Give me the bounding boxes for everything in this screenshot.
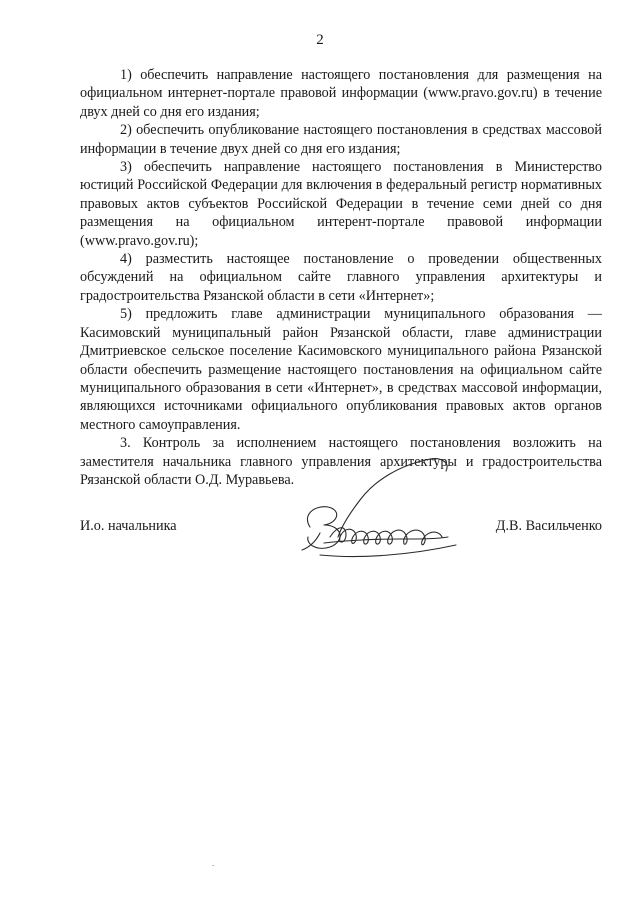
paragraph-item-2: 2) обеспечить опубликование настоящего постановления в средствах массовой информации в течение двух дней со дня его издания; [80, 122, 602, 157]
signatory-position: И.о. начальника [80, 518, 177, 534]
page-number: 2 [316, 32, 324, 48]
document-body [80, 66, 602, 489]
paragraph-item-5: 5) предложить главе администрации муниципального образования — Касимовский муниципальный район Рязанской области, главе администрации Дмитриевское сельское поселение Касимовского муниципального района Рязанской области обеспечить размещение настоящего постановления на официальном сайте муниципального образования в сети «Интернет», в средствах массовой информации, являющихся источниками официального опубликования правовых актов органов местного самоуправления. [80, 306, 602, 433]
handwritten-signature [280, 455, 480, 575]
signature-block [80, 518, 602, 542]
paragraph-item-4: 4) разместить настоящее постановление о проведении общественных обсуждений на официальном сайте главного управления архитектуры и градостроительства Рязанской области в сети «Интернет»; [80, 251, 602, 304]
signatory-name: Д.В. Васильченко [495, 518, 602, 534]
paragraph-item-1: 1) обеспечить направление настоящего постановления для размещения на официальном интернет-портале правовой информации (www.pravo.gov.ru) в течение двух дней со дня его издания; [80, 67, 602, 120]
paragraph-item-3: 3) обеспечить направление настоящего постановления в Министерство юстиций Российской Федерации для включения в федеральный регистр нормативных правовых актов субъектов Российской Федерации в течение семи дней со дня размещения на официальном интерент-портале правовой информации (www.pravo.gov.ru); [80, 159, 602, 249]
paragraph-control: 3. Контроль за исполнением настоящего постановления возложить на заместителя начальника главного управления архитектуры и градостроительства Рязанской области О.Д. Муравьева. [80, 435, 602, 488]
footer-mark: . [212, 858, 215, 868]
